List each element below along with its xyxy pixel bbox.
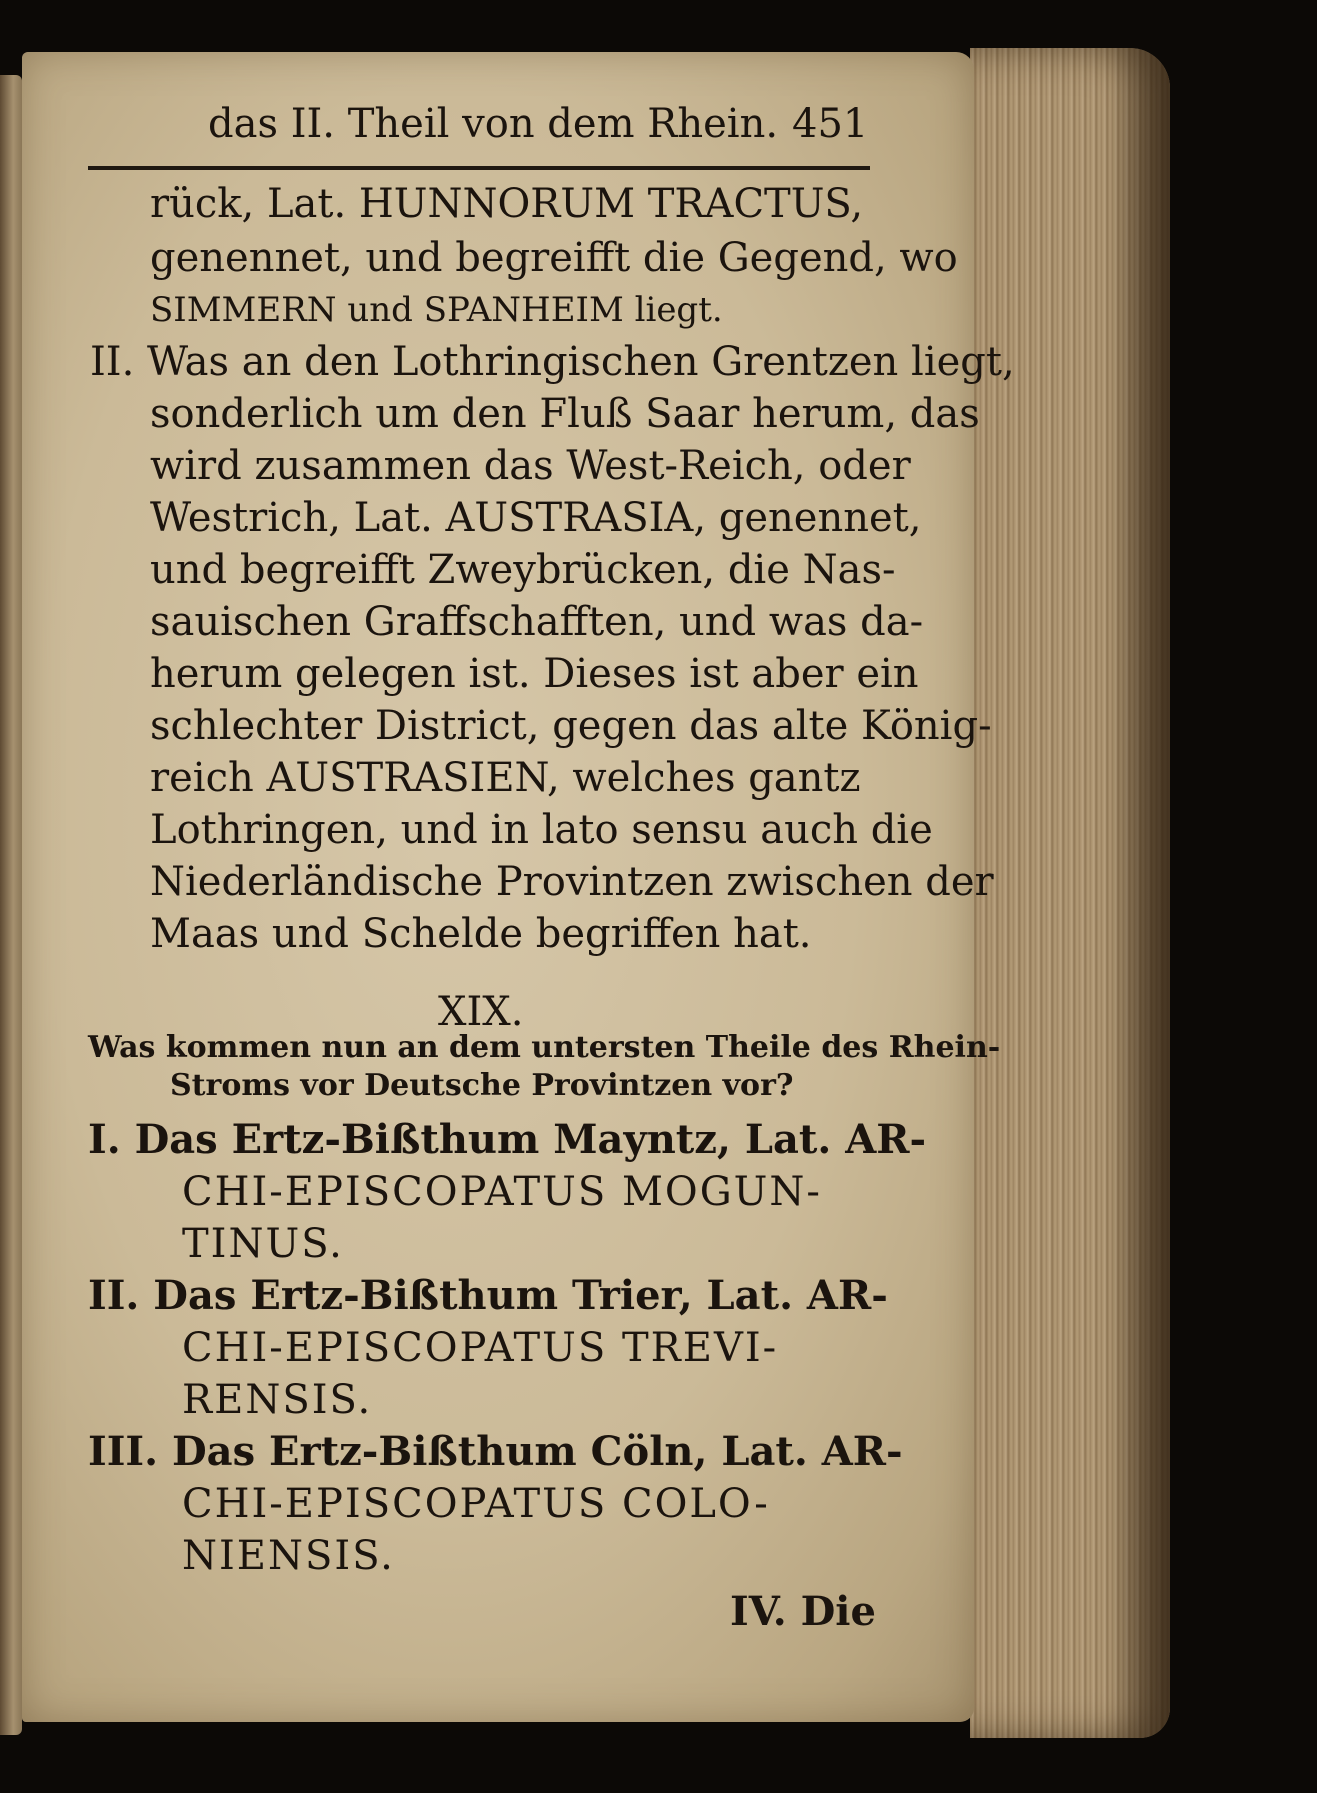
header-rule — [88, 166, 870, 170]
paragraph2-line12: Maas und Schelde begriffen hat. — [150, 911, 812, 957]
item1-line1: I. Das Ertz-Bißthum Mayntz, Lat. AR- — [88, 1116, 927, 1163]
item2-line3: RENSIS. — [182, 1377, 373, 1423]
paragraph2-line8: schlechter District, gegen das alte König- — [150, 703, 992, 749]
question-line2: Stroms vor Deutsche Provintzen vor? — [170, 1068, 794, 1103]
page-number: 451 — [792, 101, 869, 147]
paragraph2-line2: sonderlich um den Fluß Saar herum, das — [150, 391, 980, 437]
item3-line1: III. Das Ertz-Bißthum Cöln, Lat. AR- — [88, 1428, 903, 1475]
paragraph2-line11: Niederländische Provintzen zwischen der — [150, 859, 994, 905]
catchword: IV. Die — [730, 1588, 876, 1635]
paragraph2-line10: Lothringen, und in lato sensu auch die — [150, 807, 933, 853]
running-title: das II. Theil von dem Rhein. — [208, 101, 779, 147]
item2-line1: II. Das Ertz-Bißthum Trier, Lat. AR- — [88, 1272, 888, 1319]
item2-line2: CHI-EPISCOPATUS TREVI- — [182, 1325, 779, 1371]
item1-line3: TINUS. — [182, 1221, 344, 1267]
paragraph2-line3: wird zusammen das West-Reich, oder — [150, 443, 911, 489]
paragraph2-line5: und begreifft Zweybrücken, die Nas- — [150, 547, 896, 593]
item1-line2: CHI-EPISCOPATUS MOGUN- — [182, 1169, 822, 1215]
item3-line3: NIENSIS. — [182, 1533, 395, 1579]
paragraph1-line2: genennet, und begreifft die Gegend, wo — [150, 235, 958, 281]
paragraph1-line3: SIMMERN und SPANHEIM liegt. — [150, 290, 723, 330]
paragraph2-line1: II. Was an den Lothringischen Grentzen liegt, — [90, 339, 1015, 385]
paragraph1-line1: rück, Lat. HUNNORUM TRACTUS, — [150, 181, 864, 227]
item3-line2: CHI-EPISCOPATUS COLO- — [182, 1481, 770, 1527]
paragraph2-line6: sauischen Graffschafften, und was da- — [150, 599, 924, 645]
paragraph2-line4: Westrich, Lat. AUSTRASIA, genennet, — [150, 495, 922, 541]
question-line1: Was kommen nun an dem untersten Theile des Rhein- — [88, 1030, 1001, 1065]
paragraph2-line9: reich AUSTRASIEN, welches gantz — [150, 755, 861, 801]
section-number: XIX. — [438, 989, 524, 1035]
paragraph2-line7: herum gelegen ist. Dieses ist aber ein — [150, 651, 919, 697]
